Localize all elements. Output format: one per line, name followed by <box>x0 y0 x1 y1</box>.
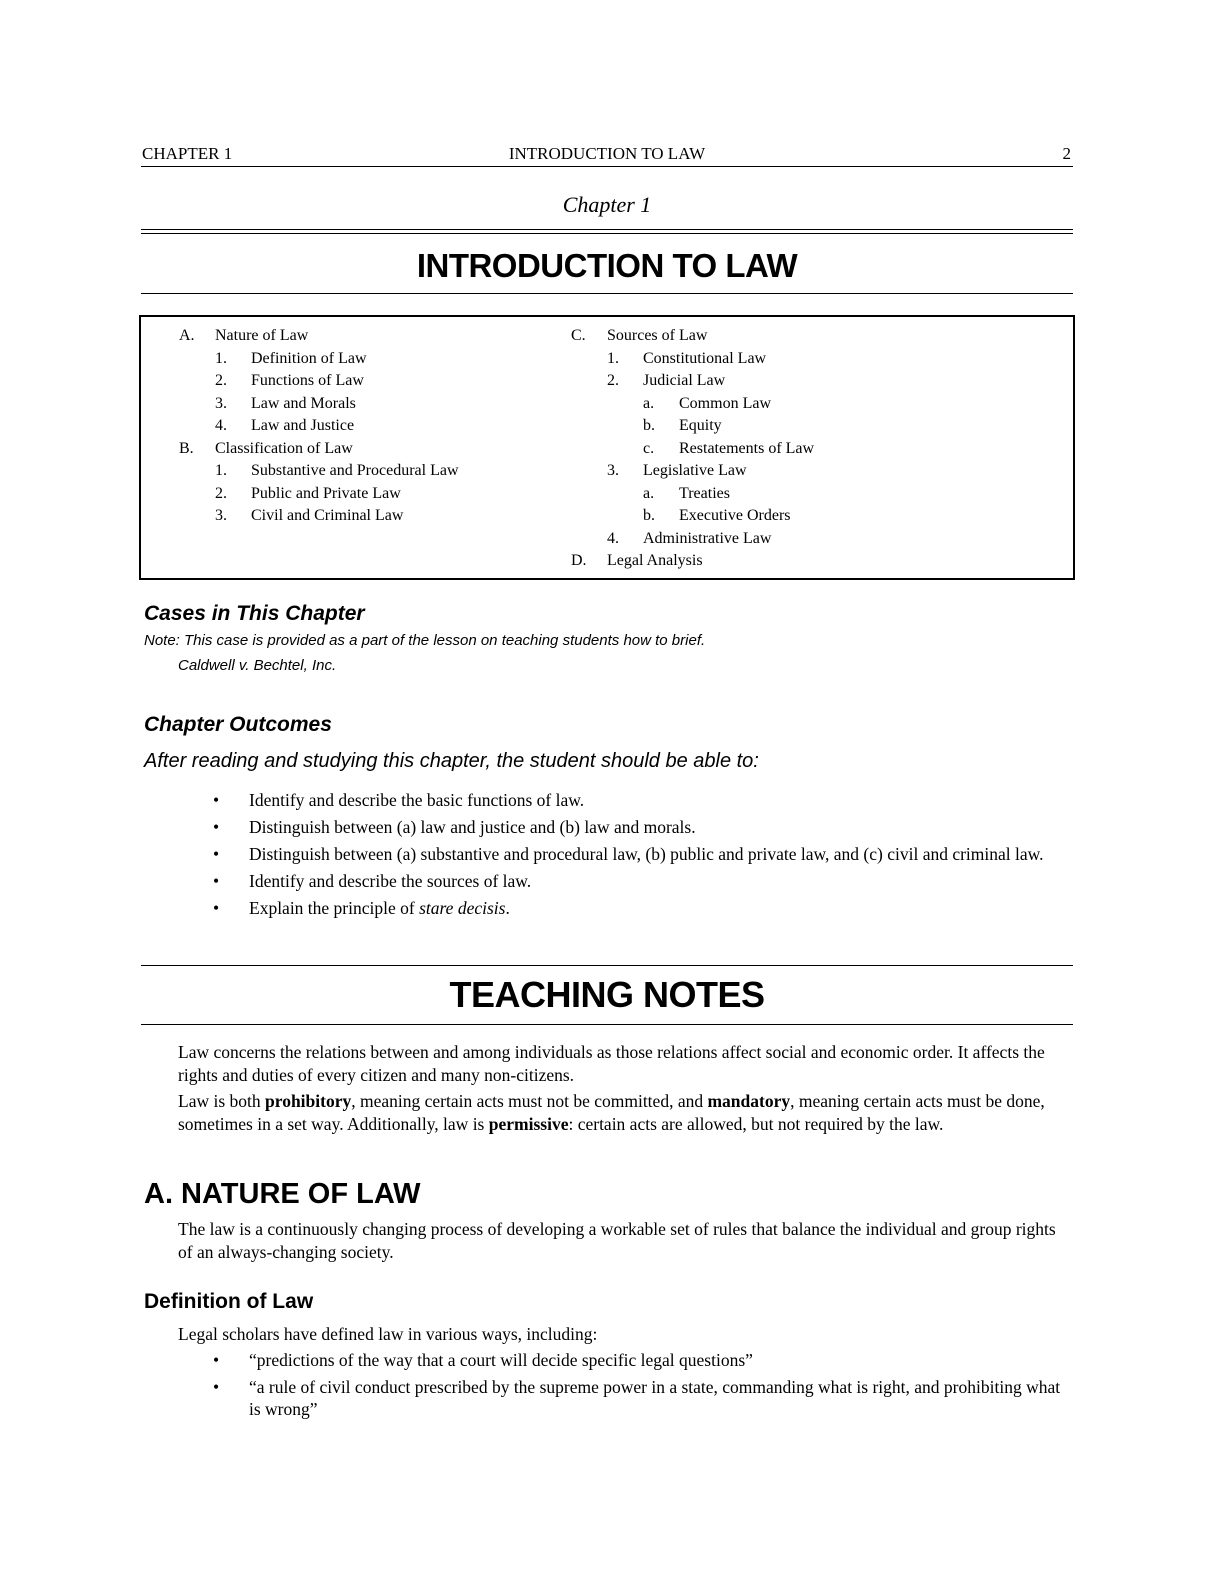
case-name: Caldwell v. Bechtel, Inc. <box>178 657 337 674</box>
term-permissive: permissive <box>488 1114 569 1134</box>
list-item: • Distinguish between (a) substantive and procedural law, (b) public and private law, and (c) civil and criminal law. <box>213 844 1044 864</box>
cases-note: Note: This case is provided as a part of the lesson on teaching students how to brief. <box>144 632 706 649</box>
outcomes-list <box>213 789 1069 924</box>
teaching-notes-title: TEACHING NOTES <box>449 974 765 1015</box>
definition-of-law-intro: Legal scholars have defined law in various ways, including: <box>178 1324 598 1344</box>
nature-of-law-paragraph: The law is a continuously changing process of developing a workable set of rules that balance the individual and group rights of an always-changing society. <box>178 1219 1056 1262</box>
running-head <box>141 142 1073 167</box>
definition-of-law-heading: Definition of Law <box>144 1290 314 1313</box>
teaching-notes-paragraph: Law is both prohibitory, meaning certain acts must not be committed, and mandatory, meaning certain acts must be done, sometimes in a set way. Additionally, law is permissive: certain acts are allowed, but not required by the law. <box>178 1091 1045 1134</box>
outcomes-heading: Chapter Outcomes <box>144 713 332 736</box>
teaching-notes-rule-bottom <box>141 1024 1073 1025</box>
list-item: • Explain the principle of stare decisis. <box>213 898 510 918</box>
term-prohibitory: prohibitory <box>265 1091 352 1111</box>
bullet-icon: • <box>213 844 220 864</box>
running-head-chapter: CHAPTER 1 <box>142 144 233 163</box>
chapter-label: Chapter 1 <box>562 192 652 217</box>
definition-list <box>213 1349 1069 1425</box>
list-item: • Identify and describe the sources of law. <box>213 871 532 891</box>
emphasis: stare decisis <box>419 898 506 918</box>
double-rule <box>141 229 1073 234</box>
bullet-icon: • <box>213 871 220 891</box>
bullet-icon: • <box>213 790 220 810</box>
teaching-notes-paragraph: Law concerns the relations between and among individuals as those relations affect social and economic order. It affects the rights and duties of every citizen and many non-citizens. <box>178 1042 1045 1085</box>
page-number: 2 <box>1062 144 1071 163</box>
title-rule <box>141 293 1073 294</box>
term-mandatory: mandatory <box>707 1091 791 1111</box>
chapter-outline: A. Nature of Law 1. Definition of Law 2. Functions of Law 3. Law and Morals 4. Law and Justice B. Classification of Law 1. Substantive and Procedural Law 2. Public and Private Law 3. Civil and Criminal Law C. Sources of Law 1. Constitutional Law 2. Judicial Law a. Common Law b. Equity c. Restatements of Law 3. Legislative Law a. Treaties b. Executive Orders 4. Administrative Law D. Legal Analysis <box>139 315 1075 580</box>
list-item: • “predictions of the way that a court will decide specific legal questions” <box>213 1350 753 1370</box>
bullet-icon: • <box>213 898 220 918</box>
cases-heading: Cases in This Chapter <box>144 602 365 625</box>
chapter-title: INTRODUCTION TO LAW <box>416 247 798 284</box>
teaching-notes-rule-top <box>141 965 1073 966</box>
running-head-title: INTRODUCTION TO LAW <box>508 144 706 163</box>
outcomes-intro: After reading and studying this chapter, the student should be able to: <box>144 750 759 772</box>
list-item: • Distinguish between (a) law and justice and (b) law and morals. <box>213 817 696 837</box>
bullet-icon: • <box>213 1377 220 1397</box>
bullet-icon: • <box>213 817 220 837</box>
list-item: • “a rule of civil conduct prescribed by the supreme power in a state, commanding what is right, and prohibiting what is wrong” <box>213 1377 1061 1419</box>
list-item: • Identify and describe the basic functions of law. <box>213 790 585 810</box>
bullet-icon: • <box>213 1350 220 1370</box>
nature-of-law-heading: A. NATURE OF LAW <box>144 1178 421 1210</box>
